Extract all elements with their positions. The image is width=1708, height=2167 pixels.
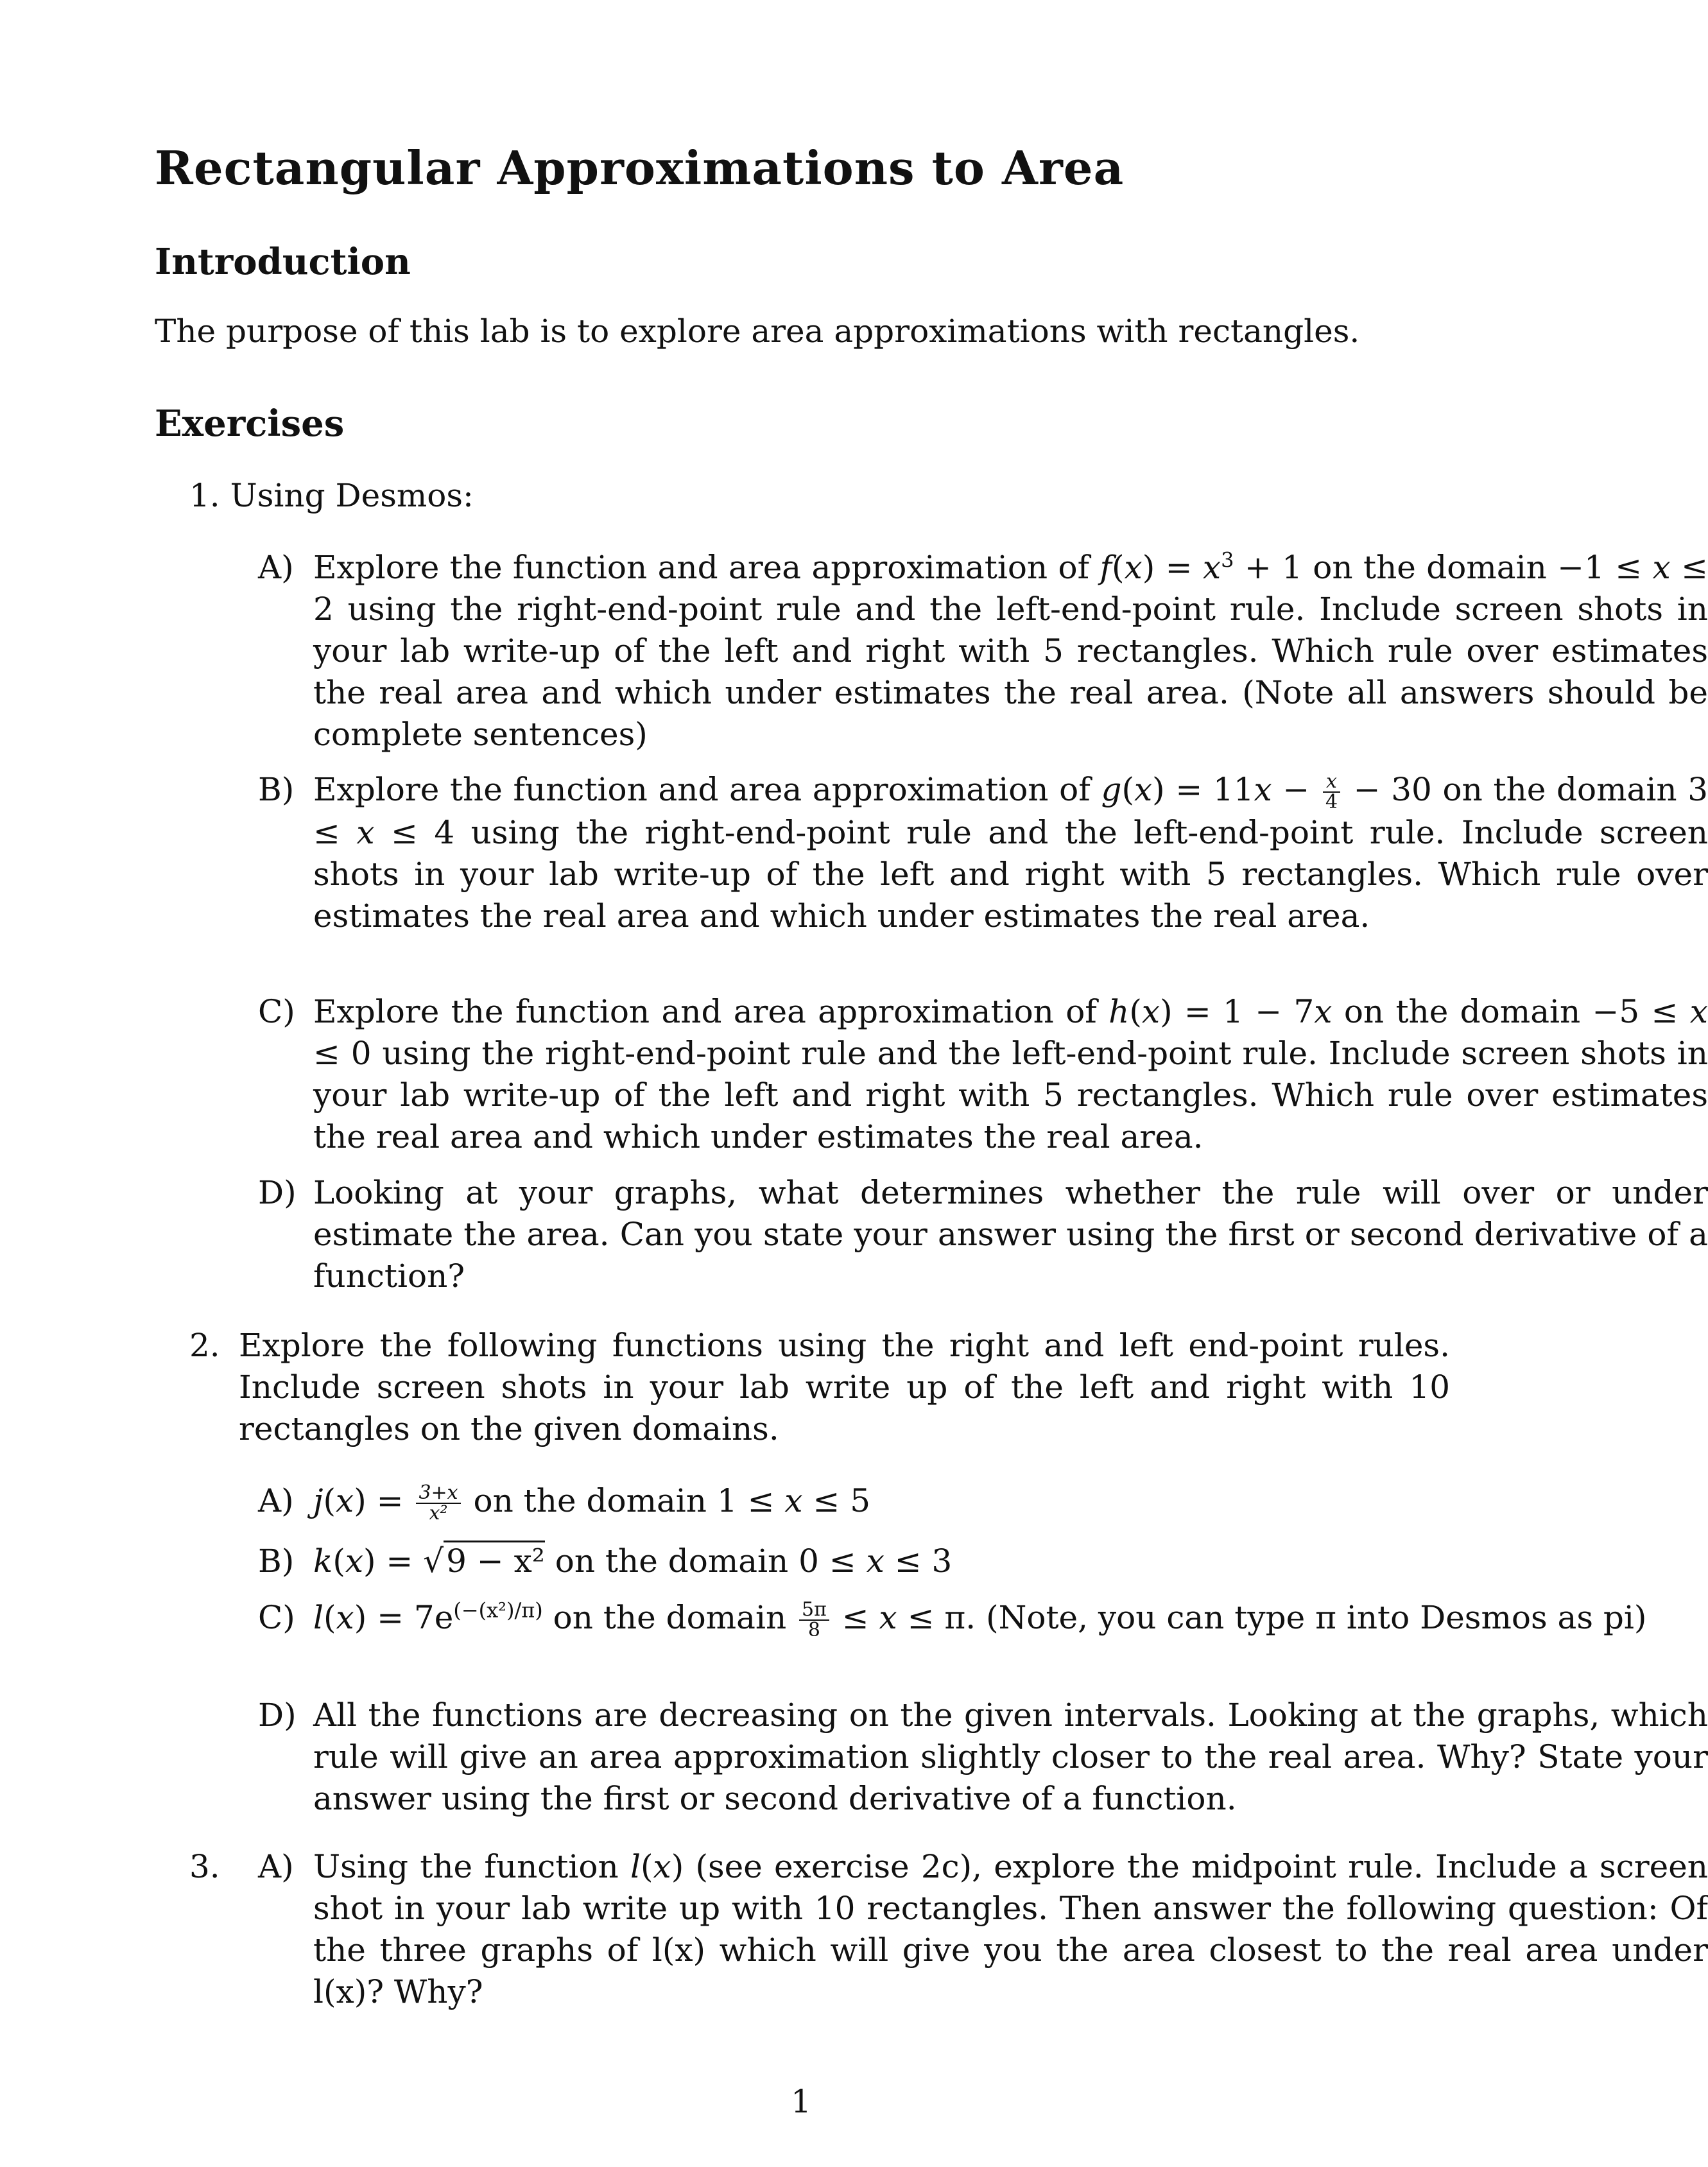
page-number: 1 bbox=[791, 2083, 811, 2120]
exercise-2-text: Explore the following functions using the right and left end-point rules. Include screen shots in your lab write up of the left and right with 10 rectangles on the given domains. bbox=[239, 1327, 1450, 1447]
fraction-3-plus-x-over-x-squared: $\frac{3+x}{\text{x²}}$ bbox=[416, 1483, 460, 1523]
introduction-text: The purpose of this lab is to explore area approximations with rectangles. bbox=[155, 313, 1360, 350]
exercise-3a-text: Using the function l(x) (see exercise 2c), explore the midpoint rule. Include a screen shot in your lab write up with 10 rectangles. Then answer the following question: Of the three graphs of l(x) which will give you the area closest to the real area under l(x)? Why? bbox=[313, 1848, 1708, 2010]
introduction-heading: Introduction bbox=[155, 241, 411, 283]
exercise-3-number: 3. bbox=[189, 1848, 220, 1885]
exercise-2a-letter: A) bbox=[258, 1482, 294, 1519]
fraction-5pi-over-8: $\frac{5\pi}{8}$ bbox=[799, 1600, 829, 1640]
exercise-1-number: 1. bbox=[189, 477, 220, 514]
exercise-2b-text: k(x) = √9 − x² on the domain 0 ≤ x ≤ 3 bbox=[313, 1541, 1708, 1582]
exercise-1a-text: Explore the function and area approximation of $f(x) = x^3 + 1$ on the domain −1 ≤ x ≤ 2 using the right-end-point rule and the left-end-point rule. Include screen shots in your lab write-up of the left and right with 5 rectangles. Which rule over estimates the real area and which under estimates the real area. (Note all answers should be complete sentences) bbox=[313, 548, 1708, 753]
exercise-1c-text: Explore the function and area approximation of h(x) = 1 − 7x on the domain −5 ≤ x ≤ 0 using the right-end-point rule and the left-end-point rule. Include screen shots in your lab write-up of the left and right with 5 rectangles. Which rule over estimates the real area and which under estimates the real area. bbox=[313, 993, 1708, 1155]
exercise-1-text: Using Desmos: bbox=[230, 477, 474, 514]
exercise-1d-text: Looking at your graphs, what determines whether the rule will over or under estimate the area. Can you state your answer using the first or second derivative of a function? bbox=[313, 1174, 1708, 1295]
exercise-2c-letter: C) bbox=[258, 1599, 295, 1636]
exercise-2d-letter: D) bbox=[258, 1696, 297, 1734]
exercise-1a-letter: A) bbox=[258, 549, 294, 586]
square-root-radicand: 9 − x² bbox=[444, 1541, 545, 1580]
exercise-2d-text: All the functions are decreasing on the given intervals. Looking at the graphs, which rule will give an area approximation slightly closer to the real area. Why? State your answer using the first or second derivative of a function. bbox=[313, 1696, 1708, 1817]
exercise-1 bbox=[189, 475, 474, 517]
exercise-1c-letter: C) bbox=[258, 993, 295, 1030]
exercises-heading: Exercises bbox=[155, 402, 345, 445]
exercise-2a-text: j(x) = $\frac{3+x}{\text{x²}}$ on the domain 1 ≤ x ≤ 5 bbox=[313, 1481, 871, 1524]
exercise-1b-letter: B) bbox=[258, 771, 295, 808]
exercise-1d-letter: D) bbox=[258, 1174, 297, 1211]
exercise-2-number: 2. bbox=[189, 1327, 220, 1364]
exercise-1b-text: Explore the function and area approximation of g(x) = 11x − $\frac{x}{4}$ − 30 on the domain 3 ≤ x ≤ 4 using the right-end-point rule and the left-end-point rule. Include screen shots in your lab write-up of the left and right with 5 rectangles. Which rule over estimates the real area and which under estimates the real area. bbox=[313, 770, 1708, 935]
page-title: Rectangular Approximations to Area bbox=[155, 141, 1125, 195]
fraction-x-over-4: $\frac{x}{4}$ bbox=[1323, 772, 1340, 812]
exercise-3a-letter: A) bbox=[258, 1848, 294, 1885]
exercise-2b-letter: B) bbox=[258, 1542, 295, 1580]
exercise-2c-text: $l(x) = 7e^{(-(x^2)/\pi)}$ on the domain $\frac{5\pi}{8}$ ≤ x ≤ π. (Note, you can type π into Desmos as pi) bbox=[313, 1598, 1647, 1641]
